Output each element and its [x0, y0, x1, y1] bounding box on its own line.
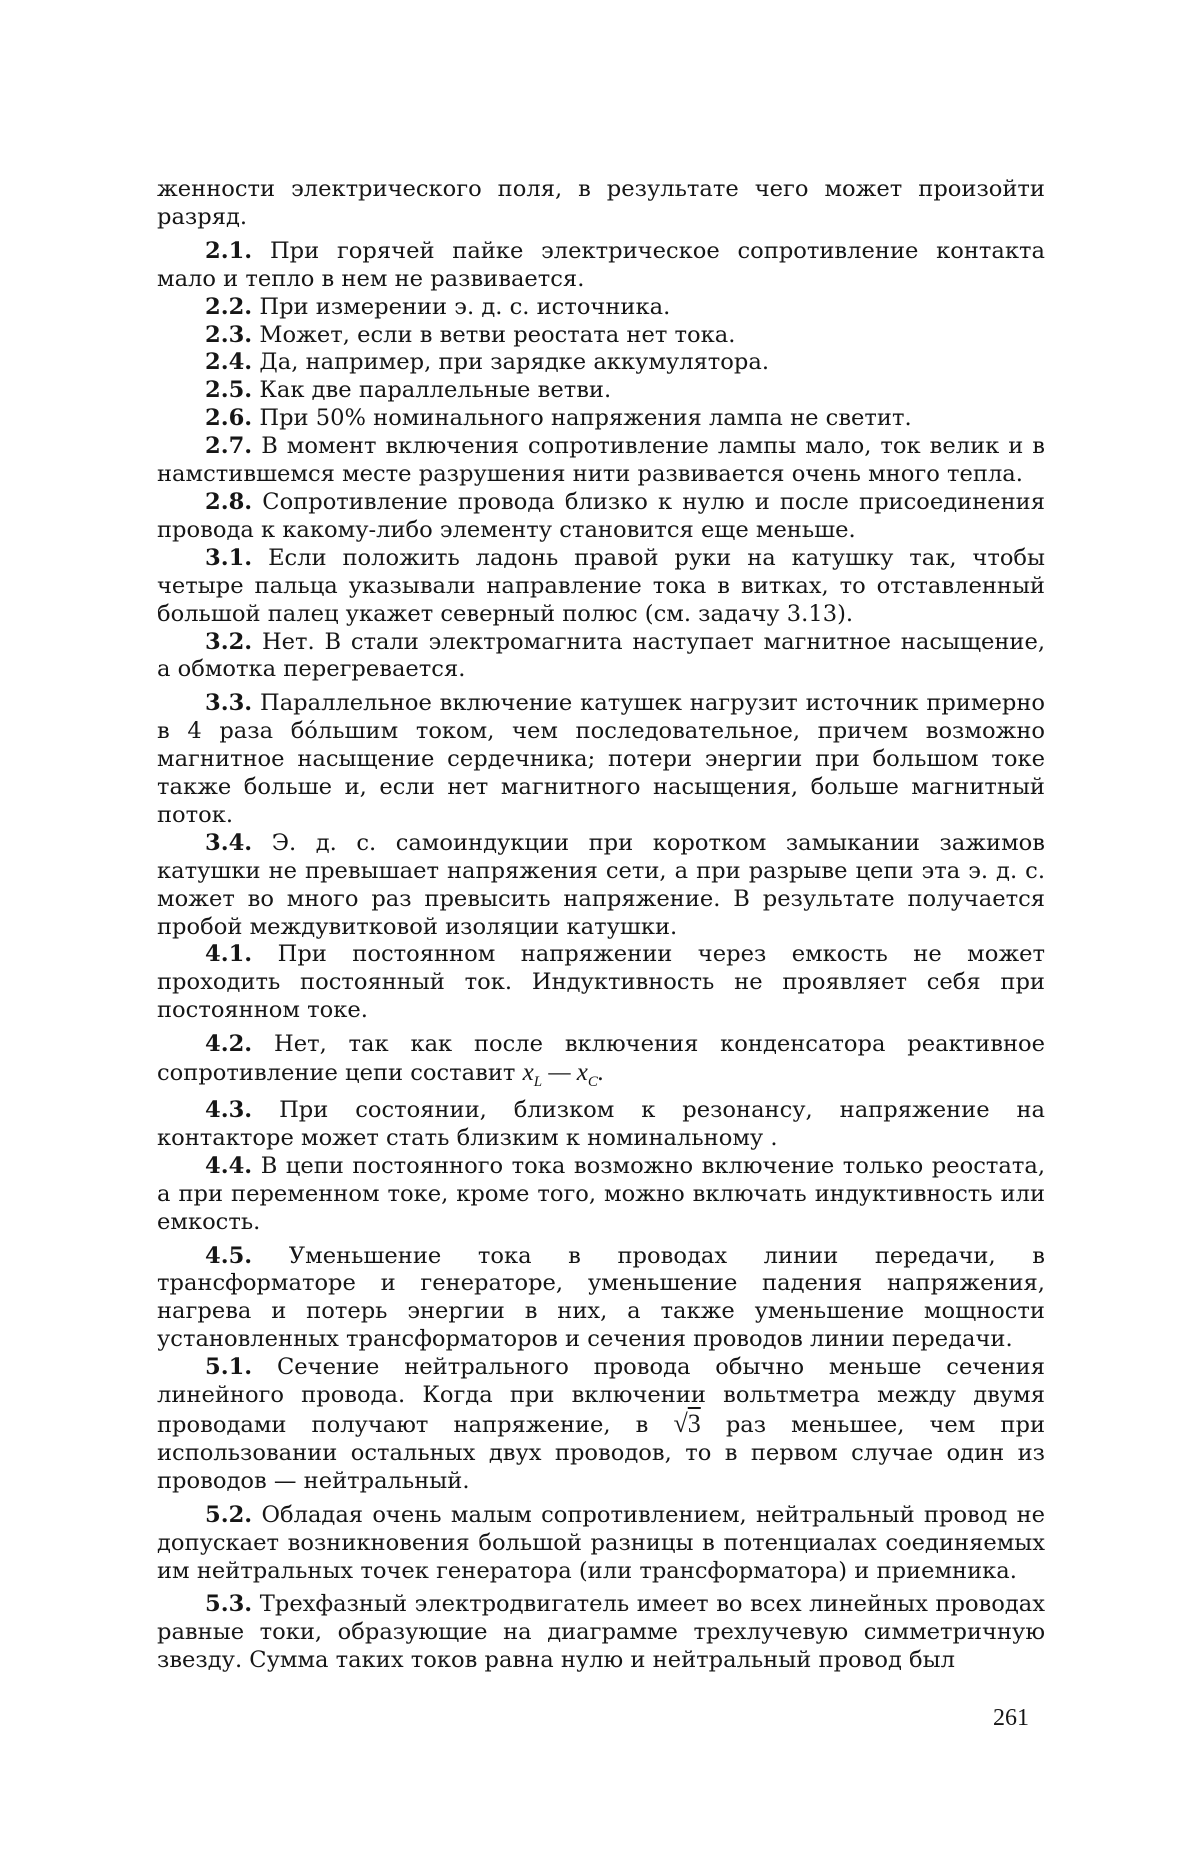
- answer-3-2: [157, 629, 1045, 685]
- answer-number: 2.5.: [205, 377, 252, 403]
- answer-number: 4.2.: [205, 1031, 252, 1057]
- answer-text: Трехфазный электродвигатель имеет во всех линейных проводах равные токи, образующие на диаграмме трехлучевую симметричную звезду. Сумма таких токов равна нулю и нейтральный провод был: [157, 1591, 1045, 1673]
- answers-text: [157, 176, 1045, 1675]
- answer-number: 4.5.: [205, 1243, 252, 1269]
- answer-4-1: [157, 941, 1045, 1025]
- answer-number: 2.1.: [205, 238, 252, 264]
- answer-number: 3.1.: [205, 545, 252, 571]
- answer-text: В цепи постоянного тока возможно включение только реостата, а при переменном токе, кроме того, можно включать индуктивность или емкость.: [157, 1153, 1045, 1235]
- answer-number: 5.3.: [205, 1591, 252, 1617]
- answer-number: 4.1.: [205, 941, 252, 967]
- answer-text: Сопротивление провода близко к нулю и после присоединения провода к какому-либо элементу становится еще меньше.: [157, 489, 1045, 543]
- answer-text: Уменьшение тока в проводах линии передачи, в трансформаторе и генераторе, уменьшение падения напряжения, нагрева и потерь энергии в них, а также уменьшение мощности установленных трансформаторов и сечения проводов линии передачи.: [157, 1243, 1045, 1353]
- answer-number: 5.2.: [205, 1502, 252, 1528]
- answer-number: 2.8.: [205, 489, 252, 515]
- answer-number: 2.7.: [205, 433, 252, 459]
- answer-number: 3.3.: [205, 690, 252, 716]
- answer-text: Как две параллельные ветви.: [259, 377, 611, 403]
- answer-number: 2.2.: [205, 294, 252, 320]
- sqrt-argument: 3: [688, 1409, 701, 1438]
- answer-3-1: [157, 545, 1045, 629]
- answer-4-3: [157, 1097, 1045, 1153]
- answer-text: Э. д. с. самоиндукции при коротком замыкании зажимов катушки не превышает напряжения сети, а при разрыве цепи эта э. д. с. может во много раз превысить напряжение. В результате получается пробой междувитковой изоляции катушки.: [157, 830, 1045, 940]
- answer-2-5: [157, 377, 1045, 405]
- sqrt-sign: √: [673, 1409, 687, 1438]
- answer-text: Сечение нейтрального провода обычно меньше сечения линейного провода. Когда при включении вольтметра между двумя проводами получают напряжение, в: [157, 1354, 1045, 1438]
- answer-5-2: [157, 1502, 1045, 1586]
- answer-text-continued: раз меньшее, чем при использовании остальных двух проводов, то в первом случае один из проводов — нейтральный.: [157, 1412, 1045, 1494]
- answer-4-4: [157, 1153, 1045, 1237]
- answer-4-5: [157, 1243, 1045, 1355]
- answer-text: При измерении э. д. с. источника.: [259, 294, 670, 320]
- answer-number: 3.4.: [205, 830, 252, 856]
- answer-number: 2.4.: [205, 349, 252, 375]
- answer-3-3: [157, 690, 1045, 830]
- answer-text: Да, например, при зарядке аккумулятора.: [259, 349, 769, 375]
- answer-text: Нет, так как после включения конденсатора реактивное сопротивление цепи составит: [157, 1031, 1045, 1086]
- answer-number: 2.3.: [205, 322, 252, 348]
- answer-number: 2.6.: [205, 405, 252, 431]
- answer-number: 4.4.: [205, 1153, 252, 1179]
- answer-number: 3.2.: [205, 629, 252, 655]
- answer-2-2: [157, 294, 1045, 322]
- answer-text: При состоянии, близком к резонансу, напряжение на контакторе может стать близким к номинальному .: [157, 1097, 1045, 1151]
- answer-text: Нет. В стали электромагнита наступает магнитное насыщение, а обмотка перегревается.: [157, 629, 1045, 683]
- answer-text: При горячей пайке электрическое сопротивление контакта мало и тепло в нем не развивается.: [157, 238, 1045, 292]
- answer-2-1: [157, 238, 1045, 294]
- answer-text: При постоянном напряжении через емкость не может проходить постоянный ток. Индуктивность не проявляет себя при постоянном токе.: [157, 941, 1045, 1023]
- page-number: 261: [993, 1705, 1029, 1732]
- answer-number: 4.3.: [205, 1097, 252, 1123]
- answer-text: Если положить ладонь правой руки на катушку так, чтобы четыре пальца указывали направление тока в витках, то отставленный большой палец укажет северный полюс (см. задачу 3.13).: [157, 545, 1045, 627]
- page: [0, 0, 1200, 1858]
- reactance-formula: xL — xC.: [523, 1059, 605, 1086]
- answer-text: Может, если в ветви реостата нет тока.: [259, 322, 735, 348]
- answer-2-3: [157, 322, 1045, 350]
- answer-2-8: [157, 489, 1045, 545]
- answer-5-1: [157, 1354, 1045, 1496]
- answer-4-2: [157, 1031, 1045, 1097]
- answer-text: Обладая очень малым сопротивлением, нейтральный провод не допускает возникновения большой разницы в потенциалах соединяемых им нейтральных точек генератора (или трансформатора) и приемника.: [157, 1502, 1045, 1584]
- answer-2-4: [157, 349, 1045, 377]
- answer-5-3: [157, 1591, 1045, 1675]
- answer-text: При 50% номинального напряжения лампа не светит.: [259, 405, 911, 431]
- sqrt-three: [673, 1409, 700, 1438]
- answer-text: Параллельное включение катушек нагрузит источник примерно в 4 раза бóльшим током, чем последовательное, причем возможно магнитное насыщение сердечника; потери энергии при большом токе также больше и, если нет магнитного насыщения, больше магнитный поток.: [157, 690, 1045, 828]
- answer-3-4: [157, 830, 1045, 942]
- intro-paragraph: женности электрического поля, в результате чего может произойти разряд.: [157, 176, 1045, 232]
- answer-2-7: [157, 433, 1045, 489]
- answer-number: 5.1.: [205, 1354, 252, 1380]
- answer-text: В момент включения сопротивление лампы мало, ток велик и в намстившемся месте разрушения нити развивается очень много тепла.: [157, 433, 1045, 487]
- answer-2-6: [157, 405, 1045, 433]
